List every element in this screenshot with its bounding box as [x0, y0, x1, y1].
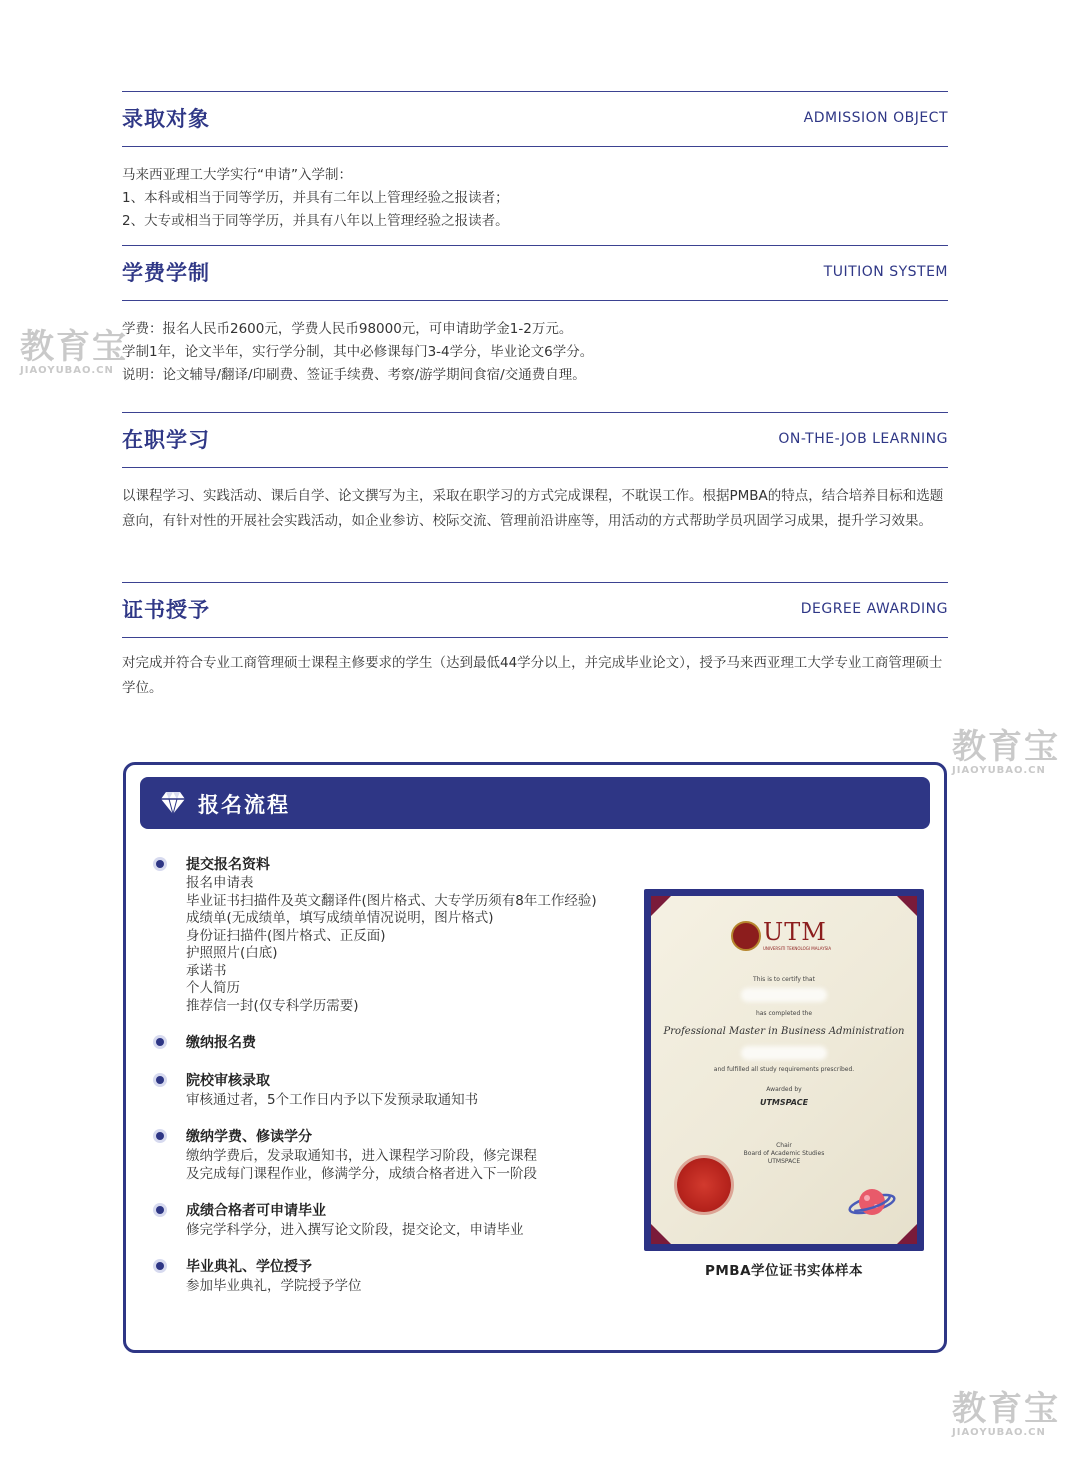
- utm-logo-text: UTM: [763, 918, 827, 946]
- utm-logo-subtitle: UNIVERSITI TEKNOLOGI MALAYSIA: [763, 946, 832, 951]
- section-header: [122, 412, 948, 468]
- step-item: 审核通过者，5个工作日内予以下发预录取通知书: [186, 1092, 479, 1108]
- watermark-en: JIAOYUBAO.CN: [952, 765, 1046, 776]
- certificate-text: This is to certify that: [753, 976, 815, 983]
- certificate-image: [644, 889, 924, 1251]
- process-step: [154, 1127, 634, 1183]
- text-line: 马来西亚理工大学实行“申请”入学制：: [122, 167, 352, 183]
- section-title: 学费学制: [122, 261, 210, 285]
- section-title-en: TUITION SYSTEM: [823, 264, 948, 280]
- process-title: 报名流程: [198, 793, 290, 817]
- section-header: [122, 582, 948, 638]
- corner-ornament-icon: [651, 1224, 671, 1244]
- step-item: 及完成每门课程作业，修满学分，成绩合格者进入下一阶段: [186, 1166, 537, 1182]
- section-on-the-job: [122, 412, 948, 534]
- certificate-paper: [651, 896, 917, 1244]
- step-item: 个人简历: [186, 980, 240, 996]
- certificate-text: UTMSPACE: [767, 1158, 801, 1165]
- watermark-cn: 教育宝: [20, 327, 128, 367]
- section-degree: [122, 582, 948, 701]
- step-title: 提交报名资料: [186, 857, 270, 873]
- text-line: 学制1年，论文半年，实行学分制，其中必修课每门3-4学分，毕业论文6学分。: [122, 344, 594, 360]
- step-item: 毕业证书扫描件及英文翻译件(图片格式、大专学历须有8年工作经验): [186, 892, 597, 909]
- planet-sticker-icon: [847, 1180, 897, 1224]
- process-step: [154, 1071, 634, 1109]
- section-header: [122, 245, 948, 301]
- text-line: 2、大专或相当于同等学历，并具有八年以上管理经验之报读者。: [122, 213, 509, 229]
- section-paragraph: 以课程学习、实践活动、课后自学、论文撰写为主，采取在职学习的方式完成课程，不耽误工作。根据PMBA的特点，结合培养目标和选题意向，有针对性的开展社会实践活动，如企业参访、校际交流、管理前沿讲座等，用活动的方式帮助学员巩固学习成果，提升学习效果。: [122, 488, 944, 529]
- section-body: [122, 318, 948, 387]
- process-step: [154, 855, 634, 1015]
- section-paragraph: 对完成并符合专业工商管理硕士课程主修要求的学生（达到最低44学分以上，并完成毕业论文），授予马来西亚理工大学专业工商管理硕士学位。: [122, 655, 943, 696]
- certificate-text: and fulfilled all study requirements prescribed.: [713, 1066, 855, 1073]
- certificate-text: Awarded by: [766, 1086, 802, 1093]
- watermark: [20, 327, 128, 376]
- section-title-en: DEGREE AWARDING: [800, 601, 948, 617]
- step-item: 修完学科学分，进入撰写论文阶段，提交论文，申请毕业: [186, 1222, 524, 1238]
- section-title-en: ON-THE-JOB LEARNING: [778, 431, 948, 447]
- step-item: 缴纳学费后，发录取通知书，进入课程学习阶段，修完课程: [186, 1148, 537, 1164]
- diamond-icon: [160, 791, 186, 815]
- bullet-icon: [156, 1132, 164, 1140]
- redacted-field: [741, 1046, 827, 1060]
- step-title: 院校审核录取: [186, 1073, 270, 1089]
- bullet-icon: [156, 1206, 164, 1214]
- text-line: 1、本科或相当于同等学历，并具有二年以上管理经验之报读者；: [122, 190, 509, 206]
- watermark-en: JIAOYUBAO.CN: [20, 365, 114, 376]
- process-banner: [140, 777, 930, 829]
- watermark: [952, 1389, 1060, 1438]
- section-tuition: [122, 245, 948, 387]
- step-item: 推荐信一封(仅专科学历需要): [186, 997, 359, 1014]
- process-step: [154, 1201, 634, 1239]
- step-item: 成绩单(无成绩单，填写成绩单情况说明，图片格式): [186, 910, 494, 926]
- step-item: 身份证扫描件(图片格式、正反面): [186, 927, 386, 944]
- process-steps: [154, 855, 634, 1313]
- corner-ornament-icon: [897, 1224, 917, 1244]
- step-title: 缴纳报名费: [186, 1035, 256, 1051]
- step-item: 承诺书: [186, 962, 227, 979]
- bullet-icon: [156, 1262, 164, 1270]
- process-step: [154, 1033, 634, 1053]
- step-title: 毕业典礼、学位授予: [186, 1259, 312, 1275]
- certificate-text: Board of Academic Studies: [743, 1150, 825, 1157]
- section-title-en: ADMISSION OBJECT: [803, 110, 948, 126]
- certificate-text: has completed the: [755, 1010, 813, 1017]
- redacted-name: [741, 988, 827, 1002]
- section-admission: [122, 91, 948, 233]
- process-step: [154, 1257, 634, 1295]
- step-title: 缴纳学费、修读学分: [186, 1129, 312, 1145]
- section-header: [122, 91, 948, 147]
- step-item: 护照照片(白底): [186, 945, 278, 961]
- utmspace-logo: UTMSPACE: [759, 1098, 809, 1107]
- bullet-icon: [156, 860, 164, 868]
- section-title: 证书授予: [122, 598, 210, 622]
- certificate-text: Chair: [776, 1142, 792, 1149]
- step-item: 参加毕业典礼，学院授予学位: [186, 1278, 362, 1294]
- bullet-icon: [156, 1076, 164, 1084]
- corner-ornament-icon: [651, 896, 671, 916]
- corner-ornament-icon: [897, 896, 917, 916]
- section-body: [122, 164, 948, 233]
- section-title: 录取对象: [122, 107, 210, 131]
- text-line: 说明：论文辅导/翻译/印刷费、签证手续费、考察/游学期间食宿/交通费自理。: [122, 367, 586, 383]
- utm-crest-icon: [731, 921, 761, 951]
- watermark-cn: 教育宝: [952, 1389, 1060, 1429]
- bullet-icon: [156, 1038, 164, 1046]
- watermark-cn: 教育宝: [952, 727, 1060, 767]
- utm-logo: [731, 918, 841, 954]
- watermark-en: JIAOYUBAO.CN: [952, 1427, 1046, 1438]
- certificate-caption: PMBA学位证书实体样本: [704, 1263, 864, 1279]
- step-title: 成绩合格者可申请毕业: [186, 1203, 326, 1219]
- watermark: [952, 727, 1060, 776]
- red-seal-icon: [677, 1158, 731, 1212]
- section-title: 在职学习: [122, 428, 210, 452]
- text-line: 学费：报名人民币2600元，学费人民币98000元，可申请助学金1-2万元。: [122, 321, 573, 337]
- registration-process-box: [123, 762, 947, 1353]
- step-item: 报名申请表: [186, 875, 254, 891]
- certificate-program: Professional Master in Business Administration: [663, 1026, 905, 1037]
